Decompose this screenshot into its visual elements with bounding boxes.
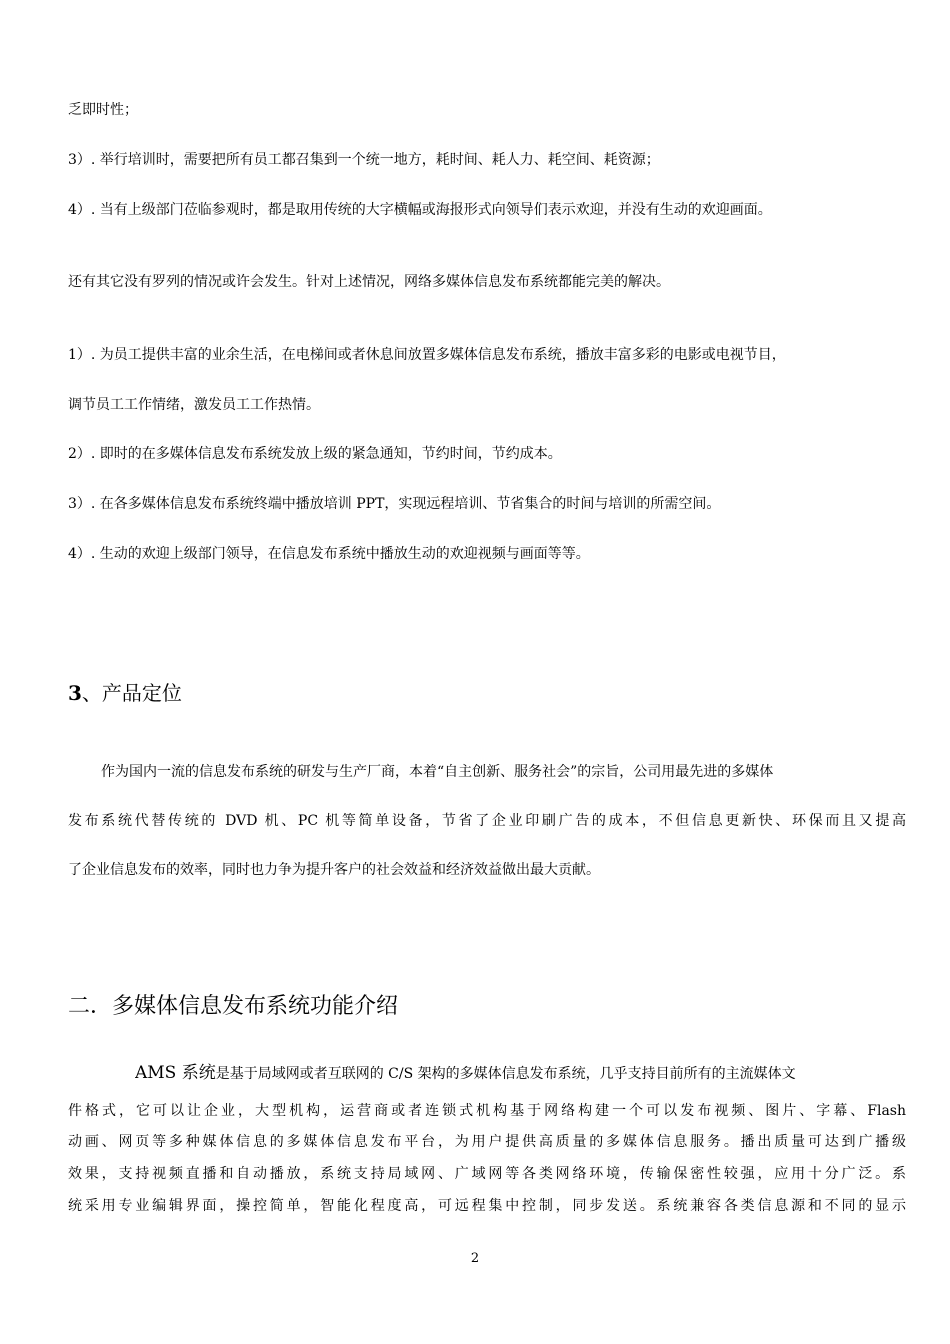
positioning-paragraph-line-1: 作为国内一流的信息发布系统的研发与生产厂商，本着“自主创新、服务社会”的宗旨，公司用最先进的多媒体 xyxy=(101,764,774,780)
section-heading-product-positioning xyxy=(68,680,182,706)
ams-system-lead: AMS 系统 xyxy=(135,1063,216,1083)
ams-paragraph-line-4: 效果，支持视频直播和自动播放，系统支持局域网、广域网等各类网络环境，传输保密性较强，应用十分广泛。系 xyxy=(68,1166,906,1182)
solution-2: 2）. 即时的在多媒体信息发布系统发放上级的紧急通知，节约时间，节约成本。 xyxy=(68,446,562,462)
solution-1-line-2: 调节员工工作情绪，激发员工工作热情。 xyxy=(68,397,320,413)
list-item-4: 4）. 当有上级部门莅临参观时，都是取用传统的大字横幅或海报形式向领导们表示欢迎，并没有生动的欢迎画面。 xyxy=(68,202,772,218)
chapter-heading: 二．多媒体信息发布系统功能介绍 xyxy=(68,994,399,1019)
ams-paragraph-line-3: 动画、网页等多种媒体信息的多媒体信息发布平台，为用户提供高质量的多媒体信息服务。播出质量可达到广播级 xyxy=(68,1134,906,1150)
positioning-paragraph-line-2: 发布系统代替传统的 DVD 机、PC 机等简单设备，节省了企业印刷广告的成本，不但信息更新快、环保而且又提高 xyxy=(68,813,906,829)
ams-paragraph-line-2: 件格式，它可以让企业，大型机构，运营商或者连锁式机构基于网络构建一个可以发布视频、图片、字幕、Flash xyxy=(68,1103,906,1119)
ams-paragraph-line-5: 统采用专业编辑界面，操控简单，智能化程度高，可远程集中控制，同步发送。系统兼容各类信息源和不同的显示 xyxy=(68,1198,906,1214)
section-title: 、产品定位 xyxy=(81,681,182,705)
page-number: 2 xyxy=(470,1251,480,1266)
ams-paragraph-line-1 xyxy=(135,1062,906,1085)
solution-3: 3）. 在各多媒体信息发布系统终端中播放培训 PPT，实现远程培训、节省集合的时间与培训的所需空间。 xyxy=(68,496,721,512)
ams-line-1-text: 是基于局域网或者互联网的 C/S 架构的多媒体信息发布系统，几乎支持目前所有的主流媒体文 xyxy=(215,1066,796,1082)
list-item-3: 3）. 举行培训时，需要把所有员工都召集到一个统一地方，耗时间、耗人力、耗空间、耗资源； xyxy=(68,152,660,168)
positioning-paragraph-line-3: 了企业信息发布的效率，同时也力争为提升客户的社会效益和经济效益做出最大贡献。 xyxy=(68,862,600,878)
transition-paragraph: 还有其它没有罗列的情况或许会发生。针对上述情况，网络多媒体信息发布系统都能完美的解决。 xyxy=(68,274,670,290)
list-item-continuation: 乏即时性； xyxy=(68,102,138,118)
solution-4: 4）. 生动的欢迎上级部门领导，在信息发布系统中播放生动的欢迎视频与画面等等。 xyxy=(68,546,590,562)
section-number: 3 xyxy=(68,681,82,705)
solution-1-line-1: 1）. 为员工提供丰富的业余生活，在电梯间或者休息间放置多媒体信息发布系统，播放丰富多彩的电影或电视节目， xyxy=(68,347,786,363)
